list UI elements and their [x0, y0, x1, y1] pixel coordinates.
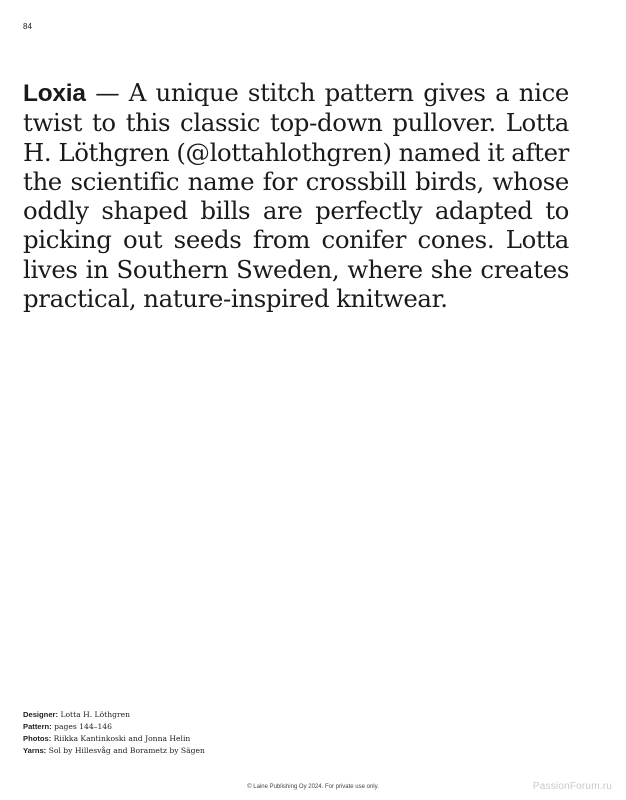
- credit-pattern: [23, 721, 205, 733]
- watermark: PassionForum.ru: [532, 781, 612, 792]
- intro-text: — A unique stitch pattern gives a nice twist to this classic top-down pullover. Lotta H. Löthgren (@lottahlothgren) named it after the scientific name for crossbill birds, whose oddly shaped bills are perfectly adapted to picking out seeds from conifer cones. Lotta lives in Southern Sweden, where she creates practical, nature-inspired knitwear.: [23, 78, 569, 314]
- credit-value: Sol by Hillesvåg and Borametz by Sägen: [46, 746, 205, 755]
- pattern-title: Loxia: [23, 80, 86, 107]
- credit-value: pages 144–146: [51, 722, 112, 731]
- credits-block: [23, 709, 205, 757]
- credit-photos: [23, 733, 205, 745]
- credit-value: Riikka Kantinkoski and Jonna Helin: [51, 734, 191, 743]
- credit-label: Pattern:: [23, 722, 52, 731]
- credit-label: Photos:: [23, 734, 52, 743]
- credit-label: Yarns:: [23, 746, 47, 755]
- credit-value: Lotta H. Löthgren: [58, 710, 130, 719]
- credit-designer: [23, 709, 205, 721]
- credit-yarns: [23, 745, 205, 757]
- intro-paragraph: [23, 78, 569, 313]
- page-number: 84: [23, 22, 32, 31]
- copyright-footer: © Laine Publishing Oy 2024. For private use only.: [247, 784, 379, 790]
- credit-label: Designer:: [23, 710, 59, 719]
